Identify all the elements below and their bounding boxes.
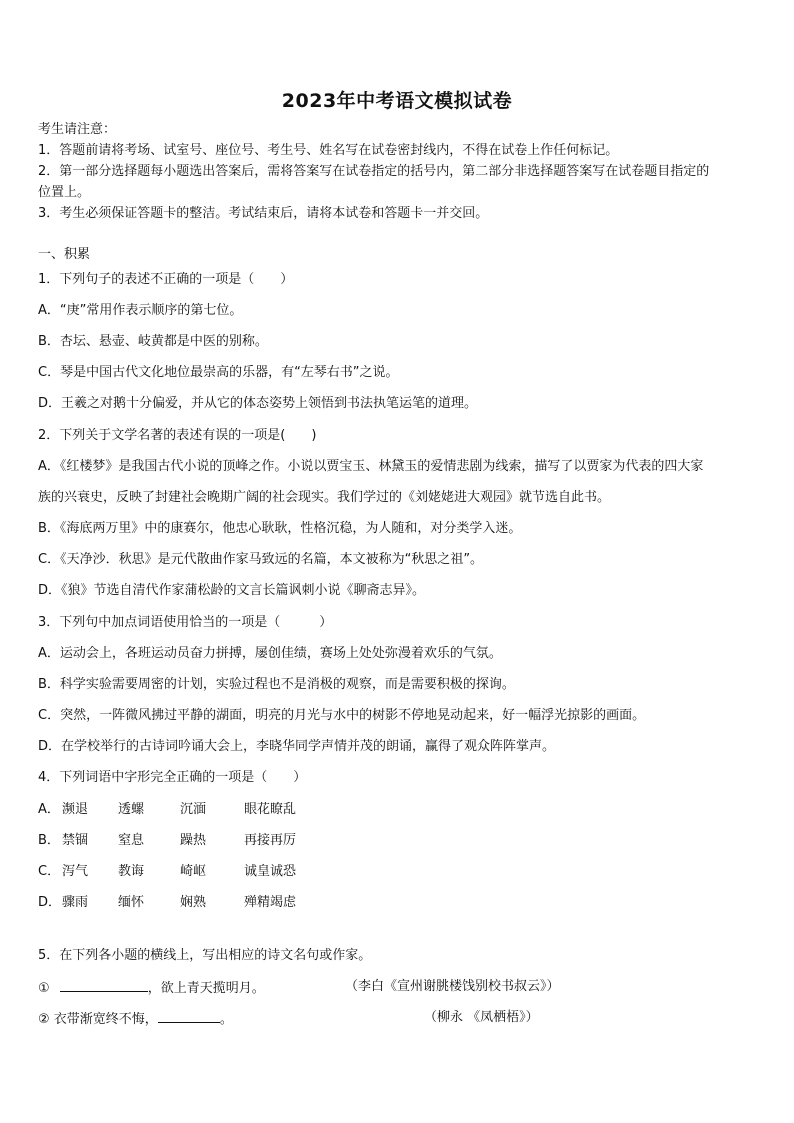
q4-row-b-word-3: 躁热 bbox=[180, 833, 207, 848]
q5-item-2-num: ② bbox=[38, 1012, 50, 1027]
q2-option-c: C．《天净沙．秋思》是元代散曲作家马致远的名篇，本文被称为“秋思之祖”。 bbox=[38, 552, 484, 567]
q5-item-2-blank[interactable] bbox=[158, 1010, 220, 1023]
q4-row-d-word-1: 骤雨 bbox=[62, 895, 89, 910]
q4-row-a-word-4: 眼花瞭乱 bbox=[244, 802, 297, 817]
notice-item-2: 2．第一部分选择题每小题选出答案后，需将答案写在试卷指定的括号内，第二部分非选择题答案写在试卷题目指定的 bbox=[38, 164, 710, 179]
q4-row-b-word-2: 窒息 bbox=[118, 833, 145, 848]
q5-stem: 5．在下列各小题的横线上，写出相应的诗文名句或作家。 bbox=[38, 948, 372, 963]
q4-row-d-word-2: 缅怀 bbox=[118, 895, 145, 910]
q5-item-1-text: ，欲上青天揽明月。 bbox=[147, 981, 265, 996]
q1-stem: 1．下列句子的表述不正确的一项是（ ） bbox=[38, 272, 294, 287]
q5-item-2 bbox=[38, 1010, 233, 1028]
q4-row-a-label: A． bbox=[38, 802, 60, 817]
q4-row-b-word-1: 禁锢 bbox=[62, 833, 89, 848]
q4-row-d-word-4: 殚精竭虑 bbox=[244, 895, 297, 910]
q4-row-c-word-1: 泻气 bbox=[62, 864, 89, 879]
q5-item-1 bbox=[38, 979, 265, 997]
q5-item-1-num: ① bbox=[38, 981, 50, 996]
q2-option-d: D．《狼》节选自清代作家蒲松龄的文言长篇讽刺小说《聊斋志异》。 bbox=[38, 583, 426, 598]
q4-row-c-word-2: 教诲 bbox=[118, 864, 145, 879]
q1-option-c: C．琴是中国古代文化地位最崇高的乐器，有“左琴右书”之说。 bbox=[38, 365, 399, 380]
q5-item-1-source: （李白《宣州谢朓楼饯别校书叔云》） bbox=[345, 979, 560, 994]
q4-row-d-label: D． bbox=[38, 895, 62, 910]
q4-stem: 4．下列词语中字形完全正确的一项是（ ） bbox=[38, 770, 307, 785]
q1-option-a: A．“庚”常用作表示顺序的第七位。 bbox=[38, 303, 243, 318]
q3-option-d: D．在学校举行的古诗词吟诵大会上，李晓华同学声情并茂的朗诵，赢得了观众阵阵掌声。 bbox=[38, 739, 556, 754]
q3-option-a: A．运动会上，各班运动员奋力拼搏，屡创佳绩，赛场上处处弥漫着欢乐的气氛。 bbox=[38, 646, 502, 661]
q4-row-b-label: B． bbox=[38, 833, 60, 848]
q3-stem: 3．下列句中加点词语使用恰当的一项是（ ） bbox=[38, 615, 333, 630]
q2-option-a-cont: 族的兴衰史，反映了封建社会晚期广阔的社会现实。我们学过的《刘姥姥进大观园》就节选自此书。 bbox=[38, 490, 611, 505]
q4-row-a-word-3: 沉湎 bbox=[180, 802, 207, 817]
q1-option-d: D．王羲之对鹅十分偏爱，并从它的体态姿势上领悟到书法执笔运笔的道理。 bbox=[38, 396, 478, 411]
section-heading: 一、积累 bbox=[38, 247, 91, 262]
q2-stem: 2．下列关于文学名著的表述有误的一项是( ) bbox=[38, 428, 317, 443]
notice-item-2-cont: 位置上。 bbox=[38, 185, 91, 200]
q4-row-d-word-3: 娴熟 bbox=[180, 895, 207, 910]
q2-option-b: B．《海底两万里》中的康赛尔，他忠心耿耿，性格沉稳，为人随和，对分类学入迷。 bbox=[38, 521, 522, 536]
q5-item-2-text-after: 。 bbox=[219, 1012, 233, 1027]
q4-row-a-word-2: 透螺 bbox=[118, 802, 145, 817]
q4-row-b-word-4: 再接再厉 bbox=[244, 833, 297, 848]
notice-heading: 考生请注意： bbox=[38, 122, 117, 137]
q5-item-2-source: （柳永 《凤栖梧》） bbox=[424, 1010, 539, 1025]
q3-option-c: C．突然，一阵微风拂过平静的湖面，明亮的月光与水中的树影不停地晃动起来，好一幅浮光掠影的画面。 bbox=[38, 708, 646, 723]
q5-item-2-text-before: 衣带渐宽终不悔， bbox=[53, 1012, 158, 1027]
q4-row-c-word-3: 崎岖 bbox=[180, 864, 207, 879]
notice-item-3: 3．考生必须保证答题卡的整洁。考试结束后，请将本试卷和答题卡一并交回。 bbox=[38, 206, 489, 221]
q2-option-a: A．《红楼梦》是我国古代小说的顶峰之作。小说以贾宝玉、林黛玉的爱情悲剧为线索，描写了以贾家为代表的四大家 bbox=[38, 459, 704, 474]
q1-option-b: B．杏坛、悬壶、岐黄都是中医的别称。 bbox=[38, 334, 268, 349]
page-title: 2023年中考语文模拟试卷 bbox=[281, 90, 513, 112]
notice-item-1: 1．答题前请将考场、试室号、座位号、考生号、姓名写在试卷密封线内，不得在试卷上作任何标记。 bbox=[38, 143, 619, 158]
q4-row-c-label: C． bbox=[38, 864, 61, 879]
q4-row-a-word-1: 濒退 bbox=[62, 802, 89, 817]
q3-option-b: B．科学实验需要周密的计划，实验过程也不是消极的观察，而是需要积极的探询。 bbox=[38, 677, 515, 692]
q5-item-1-blank[interactable] bbox=[60, 979, 148, 992]
q4-row-c-word-4: 诚皇诚恐 bbox=[244, 864, 297, 879]
